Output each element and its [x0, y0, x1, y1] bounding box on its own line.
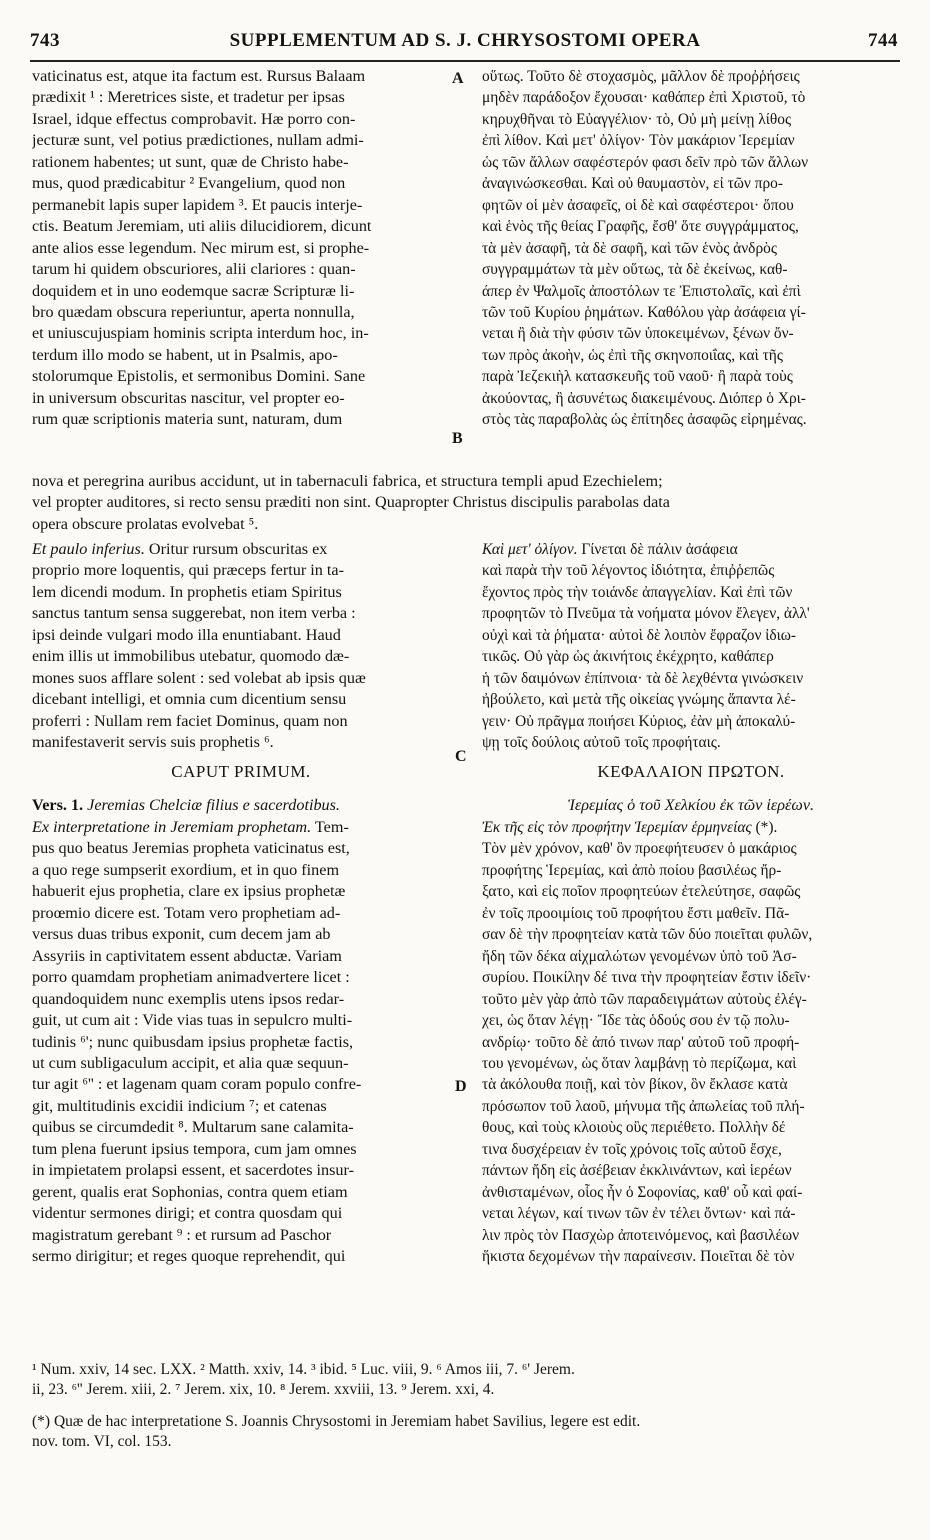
greek-text-line: τινα δυσχέρειαν ἐν τοῖς χρόνοις τοῖς αὐτοῦ ἔσχε, — [482, 1140, 782, 1158]
greek-text-line: Καὶ μετ' ὀλίγον. Γίνεται δὲ πάλιν ἀσάφεια — [482, 541, 738, 558]
latin-text-line: ipsi deinde vulgari modo illa enuntiabant. Haud — [32, 625, 341, 644]
greek-column-top — [482, 66, 900, 431]
greek-chapter-heading: ΚΕΦΑΛΑΙΟΝ ΠΡΩΤΟΝ. — [597, 762, 785, 781]
latin-text-line: manifestaverit servis suis prophetis ⁶. — [32, 733, 274, 752]
greek-text-line: καὶ παρὰ τὴν τοῦ λέγοντος ἰδιότητα, ἐπιῤῥεπῶς — [482, 562, 775, 580]
greek-text-line: τὰ ἀκόλουθα ποιῇ, καὶ τὸν βίκον, ὃν ἔκλασε κατὰ — [482, 1076, 788, 1094]
greek-text-line: κηρυχθῆναι τὸ Εὐαγγέλιον· τὸ, Οὐ μὴ μείνῃ λίθος — [482, 110, 792, 128]
greek-text-line: του γενομένων, ὡς ὅταν λαμβάνῃ τὸ περίζωμα, καὶ — [482, 1054, 797, 1072]
greek-text-line: ξατο, καὶ εἰς ποῖον προφητεύων ἐτελεύτησε, σαφῶς — [482, 883, 801, 901]
greek-text-line: ἤδη τῶν δέκα αἰχμαλώτων γενομένων ὑπὸ τοῦ Ἀσ- — [482, 947, 797, 965]
latin-text-line: prædixit ¹ : Meretrices siste, et tradetur per ipsas — [32, 88, 345, 107]
margin-marker-c: C — [455, 748, 467, 765]
greek-text-line: τικῶς. Οὐ γὰρ ὡς ἀκινήτοις ἐκέχρητο, καθάπερ — [482, 648, 774, 666]
latin-text-line: proprio more loquentis, qui præceps fertur in ta- — [32, 561, 344, 580]
latin-text-line: ut cum subligaculum accipit, et alia quæ sequun- — [32, 1053, 349, 1072]
latin-text-line: Assyriis in captivitatem essent abductæ. Variam — [32, 946, 342, 965]
greek-text-line: ἔχοντος πρὸς τὴν τοιάνδε ἀπαγγελίαν. Καὶ ἐπὶ τῶν — [482, 583, 793, 601]
footnote-line: ¹ Num. xxiv, 14 sec. LXX. ² Matth. xxiv, 14. ³ ibid. ⁵ Luc. viii, 9. ⁶ Amos iii, 7. ⁶' Jerem. — [32, 1361, 575, 1378]
latin-chapter-heading: CAPUT PRIMUM. — [171, 762, 311, 781]
greek-text-line: γειν· Οὐ πρᾶγμα ποιήσει Κύριος, ἐὰν μὴ ἀποκαλύ- — [482, 712, 796, 730]
greek-text-line: νεται ἢ διὰ τὴν φύσιν τῶν ὑποκειμένων, ξένων ὄν- — [482, 325, 794, 343]
greek-text-line: μηδὲν παράδοξον ἔχουσαι· καθάπερ ἐπὶ Χριστοῦ, τὸ — [482, 89, 806, 107]
greek-text-line: θους, καὶ τοὺς κλοιοὺς οὓς περιέθετο. Πολλὴν δέ — [482, 1119, 786, 1137]
margin-marker-b: B — [452, 430, 463, 447]
greek-text-line: ψῃ τοῖς δούλοις αὐτοῦ τοῖς προφήταις. — [482, 734, 721, 752]
latin-text-line: git, multitudinis excidii indicium ⁷; et catenas — [32, 1096, 327, 1115]
latin-text-line: a quo rege sumpserit exordium, et in quo finem — [32, 860, 340, 879]
greek-text-line: Τὸν μὲν χρόνον, καθ' ὃν προεφήτευσεν ὁ μακάριος — [482, 840, 797, 858]
greek-text-line: οὐχὶ καὶ τὰ ῥήματα· αὐτοὶ δὲ λοιπὸν ἔφραζον ἰδιω- — [482, 626, 797, 644]
margin-marker-d: D — [455, 1078, 467, 1095]
header-rule — [30, 60, 900, 62]
verse-label: Vers. 1. — [32, 796, 84, 814]
greek-text-line: προφήτης Ἱερεμίας, καὶ ἀπὸ ποίου βασιλέως ἤρ- — [482, 861, 782, 879]
latin-text-line: vaticinatus est, atque ita factum est. Rursus Balaam — [32, 67, 366, 85]
latin-column-middle — [32, 539, 450, 754]
latin-text-line: rum quæ scriptionis materia sunt, naturam, dum — [32, 410, 343, 429]
latin-text-line: quibus se circumdedit ⁸. Multarum sane calamita- — [32, 1118, 354, 1137]
latin-text-line: tarum hi quidem obscuriores, alii clariores : quan- — [32, 260, 356, 279]
greek-text-line: χει, ὡς ὅταν λέγῃ· Ἴδε τὰς ὁδούς σου ἐν τῷ πολυ- — [482, 1012, 790, 1030]
greek-text-line: καὶ ἑνὸς τῆς θείας Γραφῆς, ἔσθ' ὅτε συγγράμματος, — [482, 218, 799, 236]
greek-text-line: στὸς τὰς παραβολὰς ὡς ἐπίτηδες ἀσαφῶς εἰρημένας. — [482, 411, 807, 429]
greek-text-line: ἥκιστα δεχομένων τὴν παραίνεσιν. Ποιεῖται δὲ τὸν — [482, 1248, 795, 1266]
editor-note-line: (*) Quæ de hac interpretatione S. Joannis Chrysostomi in Jeremiam habet Savilius, legere est edit. — [32, 1413, 641, 1430]
latin-text-line: jecturæ sunt, vel potius prædictiones, nullam admi- — [32, 131, 364, 150]
greek-text-line: ἀκούοντας, ἢ ἀσυνέτως διακειμένους. Διόπερ ὁ Χρι- — [482, 389, 806, 407]
greek-text-line: λιν πρὸς τὸν Πασχὼρ ἀποτεινόμενος, καὶ βασιλέων — [482, 1226, 800, 1244]
page-number-left: 743 — [30, 30, 60, 51]
latin-text-line: enim illis ut immobilibus utebatur, quomodo dæ- — [32, 647, 350, 666]
latin-text-line: stolorumque Epistolis, et sermonibus Domini. Sane — [32, 367, 366, 386]
latin-text-line: tudinis ⁶'; nunc quibusdam ipsius prophetæ factis, — [32, 1032, 354, 1051]
page-number-right: 744 — [868, 30, 898, 51]
greek-text-line: ἠβούλετο, καὶ μετὰ τῆς οἰκείας γνώμης ἅπαντα λέ- — [482, 691, 796, 709]
latin-text-line: guit, ut cum ait : Vide vias tuas in sepulcro multi- — [32, 1011, 353, 1030]
greek-text-line: ἐπὶ λίθον. Καὶ μετ' ὀλίγον· Τὸν μακάριον Ἱερεμίαν — [482, 132, 795, 150]
greek-text-line: τοῦτο μὲν γὰρ ἀπὸ τῶν παραδειγμάτων αὐτοὺς ἐλέγ- — [482, 990, 807, 1008]
verse-text: Jeremias Chelciæ filius e sacerdotibus. — [87, 796, 340, 814]
latin-text-line: pus quo beatus Jeremias propheta vaticinatus est, — [32, 839, 350, 858]
editor-note-line: nov. tom. VI, col. 153. — [32, 1433, 172, 1450]
latin-text-line: opera obscure prolatas evolvebat ⁵. — [32, 514, 259, 533]
greek-text-line: ἀναγινώσκεσθαι. Καὶ οὐ θαυμαστὸν, εἰ τῶν προ- — [482, 175, 784, 193]
latin-text-line: in impietatem prolapsi essent, et sacerdotes insur- — [32, 1161, 354, 1180]
latin-text-line: sanctus tantum sensa suggerebat, non item verba : — [32, 604, 356, 623]
greek-text-line: νεται λέγων, καί τινων τῶν ἐν τέλει ὄντων· καὶ πά- — [482, 1205, 796, 1223]
latin-text-line: rationem habentes; ut sunt, quæ de Christo habe- — [32, 152, 349, 171]
footnote-line: ii, 23. ⁶'' Jerem. xiii, 2. ⁷ Jerem. xix, 10. ⁸ Jerem. xxviii, 13. ⁹ Jerem. xxi, 4. — [32, 1381, 495, 1398]
greek-text-line: πάντων ἤδη εἰς ἀσέβειαν ἐκκλινάντων, καὶ ἱερέων — [482, 1162, 792, 1180]
latin-text-line: proœmio dicere est. Totam vero prophetiam ad- — [32, 903, 341, 922]
latin-text-line: magistratum gerebant ⁹ : et rursum ad Paschor — [32, 1225, 332, 1244]
latin-text-line: proferri : Nullam rem faciet Dominus, quam non — [32, 711, 348, 730]
latin-text-line: vel propter auditores, si recto sensu præditi non sint. Quapropter Christus discipulis parabolas data — [32, 493, 670, 512]
latin-text-line: gerent, qualis erat Sophonias, contra quem etiam — [32, 1182, 348, 1201]
latin-text-line: tur agit ⁶'' : et lagenam quam coram populo confre- — [32, 1075, 362, 1094]
latin-text-line: videntur sermones dirigi; et contra quosdam qui — [32, 1204, 343, 1223]
latin-text-line: doquidem et in uno eodemque sacræ Scripturæ li- — [32, 281, 355, 300]
greek-text-line: ἐν τοῖς προοιμίοις τοῦ προφήτου ἔστι μαθεῖν. Πᾶ- — [482, 904, 790, 922]
latin-text-line: lem dicendi modum. In prophetis etiam Spiritus — [32, 582, 342, 601]
latin-text-line: Et paulo inferius. Oritur rursum obscuritas ex — [32, 540, 328, 558]
latin-text-line: tum plena fuerunt ipsius tempora, cum jam omnes — [32, 1139, 357, 1158]
greek-text-line: ανδρίῳ· τοῦτο δὲ ἀπό τινων παρ' αὐτοῦ τοῦ προφή- — [482, 1033, 800, 1051]
latin-text-line: sermo dirigitur; et reges quoque reprehendit, qui — [32, 1247, 346, 1266]
latin-text-line: Israel, idque effectus comprobavit. Hæ porro con- — [32, 109, 356, 128]
greek-text-line: πρόσωπον τοῦ λαοῦ, μήνυμα τῆς ἀπωλείας τοῦ πλή- — [482, 1097, 805, 1115]
latin-text-line: mus, quod prædicabitur ² Evangelium, quod non — [32, 174, 346, 193]
latin-text-line: quandoquidem nunc exemplis utens ipsos redar- — [32, 989, 345, 1008]
greek-column-body — [482, 817, 900, 1268]
latin-text-line: ante alios esse legendum. Nec mirum est, si prophe- — [32, 238, 370, 257]
latin-text-line: ctis. Beatum Jeremiam, uti aliis dilucidiorem, dicunt — [32, 217, 372, 236]
greek-column-middle — [482, 539, 900, 754]
greek-verse-line: Ἱερεμίας ὁ τοῦ Χελκίου ἐκ τῶν ἱερέων. — [567, 796, 815, 814]
editor-note — [32, 1412, 900, 1452]
footnotes — [32, 1360, 900, 1400]
greek-text-line: ὡς τῶν ἄλλων σαφέστερόν φασι δεῖν πρὸ τῶν ἄλλων — [482, 153, 809, 171]
greek-text-line: ἡ τῶν δαιμόνων ἐπίπνοια· τὰ δὲ λεχθέντα γινώσκειν — [482, 669, 804, 687]
greek-text-line: συγγραμμάτων τὰ μὲν οὕτως, τὰ δὲ ἐκείνως, καθ- — [482, 261, 788, 279]
latin-text-line: nova et peregrina auribus accidunt, ut in tabernaculi fabrica, et structura templi apud Ezechielem; — [32, 472, 663, 490]
latin-text-line: Ex interpretatione in Jeremiam prophetam. Tem- — [32, 818, 349, 836]
greek-text-line: συρίου. Ποικίλην δέ τινα τὴν προφητείαν ἔστιν ἰδεῖν· — [482, 969, 812, 987]
latin-column-top — [32, 66, 450, 431]
greek-text-line: προφητῶν τὸ Πνεῦμα τὰ νοήματα μόνον ἔλεγεν, ἀλλ' — [482, 605, 810, 623]
greek-text-line: φητῶν οἱ μὲν ἀσαφεῖς, οἱ δὲ καὶ σαφέστεροι· ὅπου — [482, 196, 794, 214]
latin-full-width-paragraph — [32, 471, 900, 535]
latin-text-line: dicebant intelligi, et omnia cum dicentium sensu — [32, 690, 347, 709]
latin-text-line: porro quamdam prophetiam animadvertere licet : — [32, 968, 350, 987]
latin-text-line: bro quædam obscura reperiuntur, aperta nonnulla, — [32, 302, 355, 321]
greek-text-line: ἀνθισταμένων, οἷος ἦν ὁ Σοφονίας, καθ' οὗ καὶ φαί- — [482, 1183, 803, 1201]
running-title: SUPPLEMENTUM AD S. J. CHRYSOSTOMI OPERA — [229, 30, 701, 51]
latin-text-line: versus duas tribus exponit, cum decem jam ab — [32, 925, 331, 944]
latin-verse-line — [32, 795, 450, 816]
latin-text-line: in universum obscuritas nascitur, vel propter eo- — [32, 388, 345, 407]
greek-text-line: οὕτως. Τοῦτο δὲ στοχασμὸς, μᾶλλον δὲ προῤῥήσεις — [482, 68, 800, 85]
latin-text-line: terdum illo modo se habent, ut in Psalmis, apo- — [32, 345, 338, 364]
greek-text-line: τῶν τοῦ Κυρίου ῥημάτων. Καθόλου γὰρ ἀσάφεια γί- — [482, 303, 806, 321]
latin-column-body — [32, 817, 450, 1268]
latin-text-line: habuerit ejus prophetia, clare ex ipsius prophetæ — [32, 882, 346, 901]
greek-text-line: σαν δὲ τὴν προφητείαν κατὰ τῶν δύο ποιεῖται φυλῶν, — [482, 926, 813, 944]
latin-text-line: permanebit lapis super lapidem ³. Et paucis interje- — [32, 195, 363, 214]
margin-marker-a: A — [452, 70, 464, 87]
latin-text-line: mones suos afflare solent : sed volebat ab ipsis quæ — [32, 668, 366, 687]
greek-text-line: άπερ ἐν Ψαλμοῖς ἀποστόλων τε Ἐπιστολαῖς, καὶ ἐπὶ — [482, 282, 801, 300]
greek-text-line: τὰ μὲν ἀσαφῆ, τὰ δὲ σαφῆ, καὶ τῶν ἑνὸς ἀνδρὸς — [482, 239, 777, 257]
greek-text-line: Ἐκ τῆς εἰς τὸν προφήτην Ἱερεμίαν ἑρμηνείας (*). — [482, 819, 778, 836]
greek-text-line: των πρὸς ἀκοὴν, ὡς ἐπὶ τῆς σκηνοποιΐας, καὶ τῆς — [482, 346, 783, 364]
latin-text-line: et uniuscujuspiam hominis scripta interdum hoc, in- — [32, 324, 369, 343]
greek-text-line: παρὰ Ἰεζεκιὴλ κατασκευῆς τοῦ ναοῦ· ἢ παρὰ τοὺς — [482, 368, 793, 386]
